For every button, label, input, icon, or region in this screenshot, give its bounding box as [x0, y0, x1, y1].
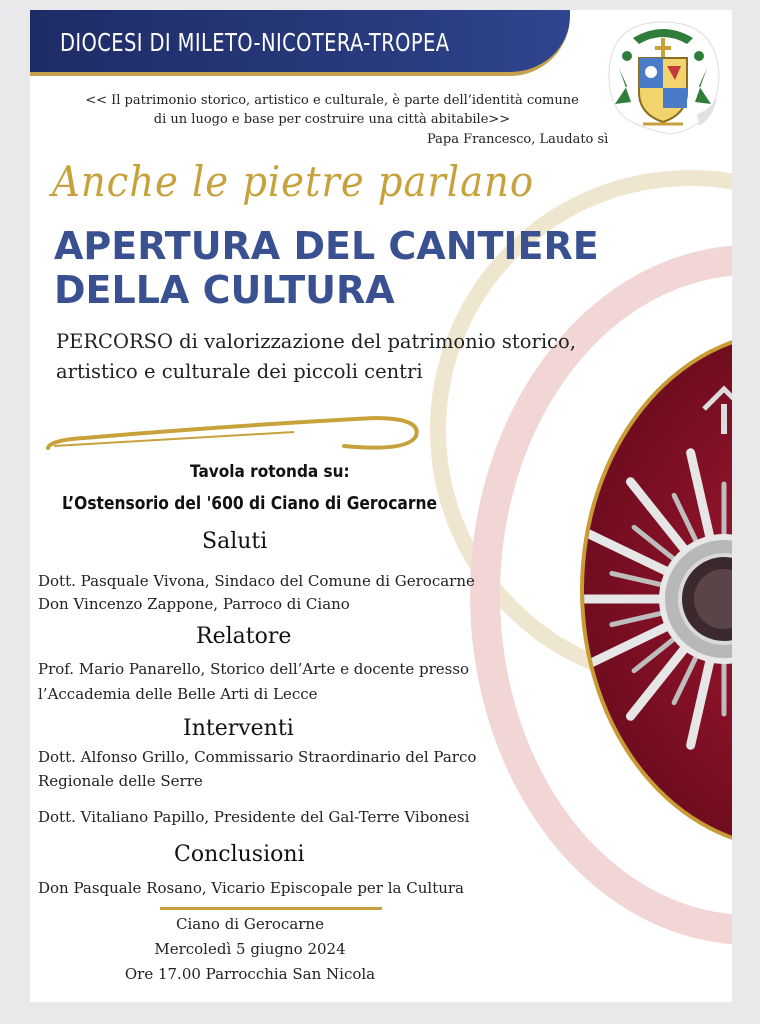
main-title — [54, 224, 599, 312]
speaker-line: Dott. Pasquale Vivona, Sindaco del Comune di Gerocarne — [38, 572, 475, 590]
section-heading-relatore: Relatore — [196, 624, 292, 649]
speaker-line: Dott. Alfonso Grillo, Commissario Straordinario del Parco — [38, 748, 477, 766]
monstrance-ray — [691, 657, 711, 745]
speaker-line: Don Pasquale Rosano, Vicario Episcopale per la Cultura — [38, 879, 464, 897]
speaker-line: Prof. Mario Panarello, Storico dell’Arte e docente presso — [38, 660, 470, 678]
subtitle-line: PERCORSO di valorizzazione del patrimonio storico, — [56, 330, 576, 353]
monstrance-icon — [584, 334, 732, 850]
round-table-subject: L’Ostensorio del '600 di Ciano di Gerocarne — [62, 493, 437, 514]
monstrance-ray — [589, 534, 670, 573]
footer-divider — [160, 907, 382, 910]
section-heading-conclusioni: Conclusioni — [174, 842, 305, 867]
poster — [30, 10, 732, 1002]
monstrance-ray — [630, 646, 686, 716]
section-heading-saluti: Saluti — [202, 529, 268, 554]
section-heading-interventi: Interventi — [183, 716, 294, 741]
monstrance-ray — [612, 612, 666, 624]
speaker-line: Regionale delle Serre — [38, 772, 203, 790]
diocese-title: DIOCESI DI MILETO-NICOTERA-TROPEA — [60, 28, 450, 57]
speaker-line: l’Accademia delle Belle Arti di Lecce — [38, 685, 318, 703]
script-tagline: Anche le pietre parlano — [52, 157, 535, 206]
event-time-venue: Ore 17.00 Parrocchia San Nicola — [124, 965, 376, 983]
round-table-title: Tavola rotonda su: — [190, 462, 350, 482]
event-date: Mercoledì 5 giugno 2024 — [154, 940, 346, 958]
subtitle — [56, 327, 576, 387]
gold-swash-divider — [44, 410, 424, 456]
quote-author: Papa Francesco, Laudato sì — [427, 132, 609, 147]
header-banner — [30, 10, 570, 76]
event-location: Ciano di Gerocarne — [176, 915, 324, 933]
quote-text — [52, 91, 612, 129]
quote-line: di un luogo e base per costruire una città abitabile>> — [153, 112, 511, 127]
monstrance-ray — [630, 482, 686, 552]
episcopal-coat-of-arms-icon — [605, 18, 723, 136]
monstrance-ray — [691, 453, 711, 541]
speaker-line: Dott. Vitaliano Papillo, Presidente del Gal-Terre Vibonesi — [38, 808, 470, 826]
monstrance-ray — [589, 625, 670, 664]
monstrance-photo — [580, 330, 732, 850]
quote-line: << Il patrimonio storico, artistico e culturale, è parte dell’identità comune — [85, 93, 579, 108]
monstrance-ray — [612, 573, 666, 585]
main-title-line: APERTURA DEL CANTIERE — [54, 224, 599, 268]
subtitle-line: artistico e culturale dei piccoli centri — [56, 360, 423, 383]
main-title-line: DELLA CULTURA — [54, 268, 395, 312]
speaker-line: Don Vincenzo Zappone, Parroco di Ciano — [38, 595, 350, 613]
